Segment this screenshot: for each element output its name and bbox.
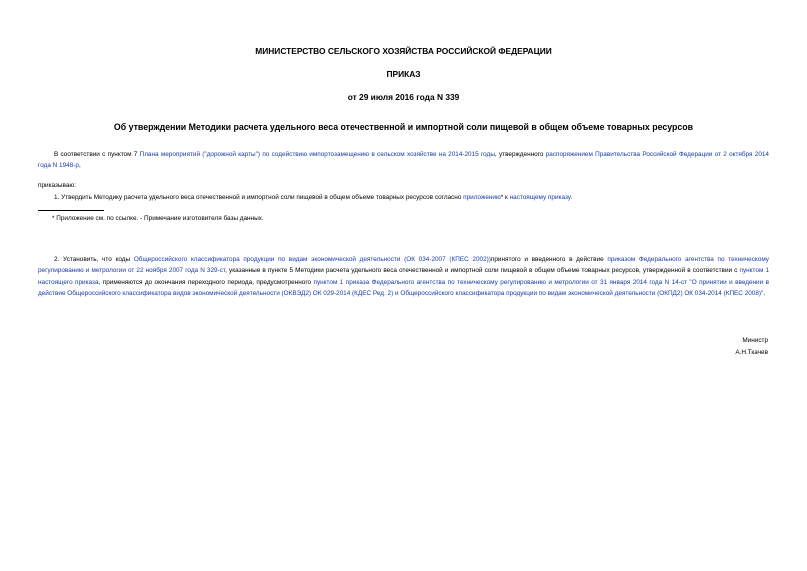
order-word: приказываю: <box>38 182 76 189</box>
signature-title: Министр <box>742 337 768 344</box>
preamble-text: В соответствии с пунктом 7 <box>54 151 140 158</box>
okpd-classifier-link[interactable]: Общероссийского классификатора продукции по видам экономической деятельности (ОК 034-2007 (КПЕС 2002)) <box>133 256 491 263</box>
okved2-order-link[interactable]: пунктом 1 приказа Федерального агентства по техническому регулированию и метрологии от 31 января 2014 года N 14-ст "О принятии и введении в действие Общероссийского классификатора видов экономической деятельности (ОКВЭД2) ОК 029-2014 (КДЕС Ред. 2) и Общероссийского классификатора продукции по видам экономической деятельности (ОКПД2) ОК 034-2014 (КПЕС 2008)" <box>38 278 770 298</box>
item-2-paragraph <box>38 254 769 300</box>
appendix-link[interactable]: приложению <box>463 194 501 201</box>
preamble-text: , <box>78 162 81 170</box>
item-2-text: 2. Установить, что коды <box>54 256 134 263</box>
item-2-text: . <box>763 290 766 298</box>
item-2-text: , применяются до окончания переходного периода, предусмотренного <box>98 278 314 286</box>
item-1-paragraph <box>38 192 769 203</box>
ministry-heading: МИНИСТЕРСТВО СЕЛЬСКОГО ХОЗЯЙСТВА РОССИЙСКОЙ ФЕДЕРАЦИИ <box>255 46 552 56</box>
rosstandart-order-link[interactable]: приказом Федерального агентства по техническому регулированию и метрологии от 22 ноября 2007 года N 329-ст <box>38 256 769 275</box>
doc-type-heading: ПРИКАЗ <box>386 69 421 79</box>
preamble-paragraph <box>38 149 769 172</box>
preamble-text: , утвержденного <box>494 151 546 158</box>
item-1-text: * к <box>500 194 510 201</box>
item-1-link[interactable]: пунктом 1 настоящего приказа <box>38 267 769 286</box>
item-1-text: . <box>570 194 573 201</box>
footnote-divider <box>38 210 104 211</box>
roadmap-link[interactable]: Плана мероприятий ("дорожной карты") по содействию импортозамещению в сельском хозяйстве на 2014-2015 годы <box>139 151 495 158</box>
signature-name: А.Н.Ткачев <box>735 349 768 356</box>
government-order-link[interactable]: распоряжением Правительства Российской Федерации от 2 октября 2014 года N 1948-р <box>38 151 769 170</box>
this-order-link[interactable]: настоящему приказу <box>509 194 571 201</box>
item-2-text: , указанные в пункте 5 Методики расчета удельного веса отечественной и импортной соли пищевой в общем объеме товарных ресурсов, утвержденной в соответствии с <box>225 267 740 275</box>
item-2-text: принятого и введенного в действие <box>490 256 608 263</box>
date-number-heading: от 29 июля 2016 года N 339 <box>347 92 460 102</box>
item-1-text: 1. Утвердить Методику расчета удельного веса отечественной и импортной соли пищевой в общем объеме товарных ресурсов согласно <box>54 194 464 201</box>
subject-heading: Об утверждении Методики расчета удельного веса отечественной и импортной соли пищевой в общем объеме товарных ресурсов <box>113 122 694 132</box>
footnote: * Приложение см. по ссылке. - Примечание изготовителя базы данных. <box>52 215 264 222</box>
